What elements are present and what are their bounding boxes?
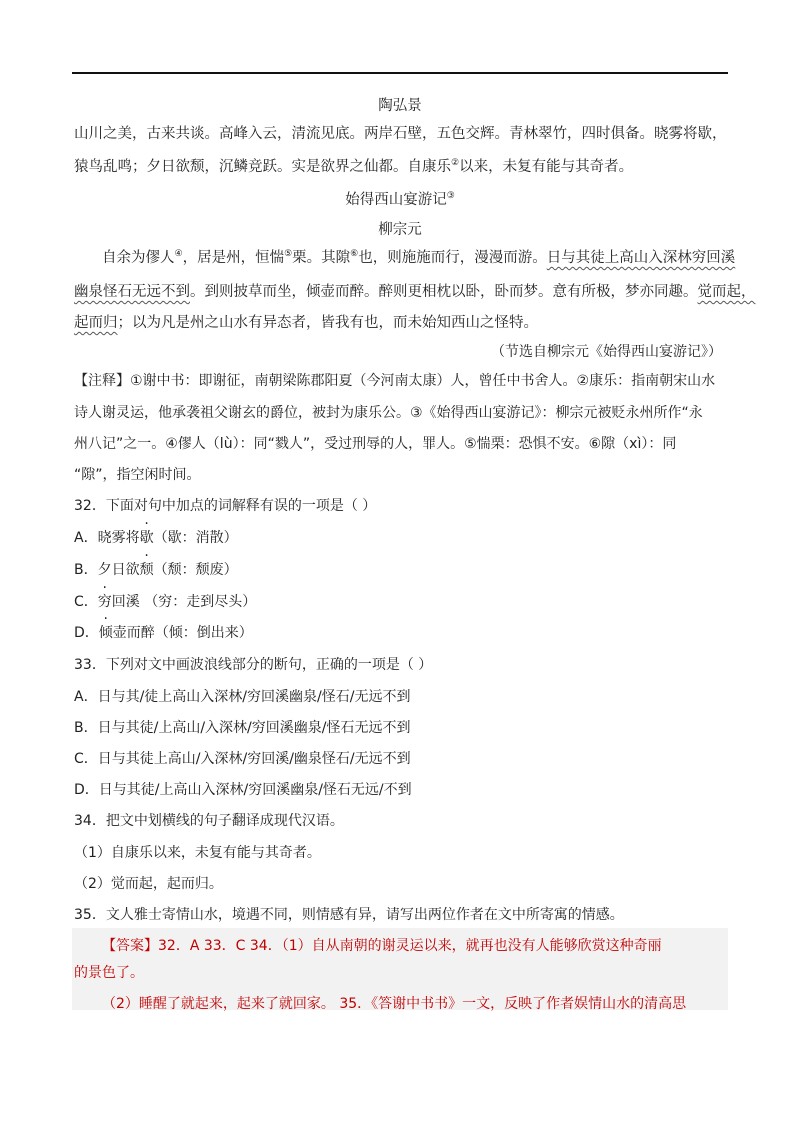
text-span: 栗。其隙 (292, 250, 351, 266)
answer-line-3: （2）睡醒了就起来，起来了就回家。 35．《答谢中书书》一文，反映了作者娱情山水的清高思 (102, 996, 687, 1012)
text-span: 壶而醉（倾：倒出来） (112, 625, 253, 641)
question-32-stem: 32．下面对句中加点的词解释有误的一项是（ ） (74, 498, 377, 514)
dotted-word: 穷 (97, 594, 112, 610)
answer-line-2: 的景色了。 (74, 965, 144, 981)
poem1-line-2-text-b: 以来，未复有能与其奇者。 (459, 159, 634, 175)
question-34-sentence-2: （2）觉而起，起而归。 (74, 876, 223, 892)
question-33-option-a: A．日与其/徒上高山入深林/穷回溪幽泉/怪石/无远不到 (74, 689, 411, 705)
question-32-option-a (74, 526, 728, 550)
question-32-option-b (74, 558, 728, 582)
notes-line-4: “隙”，指空闲时间。 (74, 467, 201, 483)
text-span: D． (74, 625, 99, 641)
question-33-option-d: D．日与其徒/上高山入深林/穷回溪幽泉/怪石无远/不到 (74, 782, 412, 798)
poem2-line-2 (74, 280, 756, 304)
text-span: ；以为凡是州之山水有异态者，皆我有也，而未始知西山之怪特。 (117, 315, 538, 331)
footnote-marker: ② (451, 158, 460, 169)
text-span: （歇：消散） (153, 530, 238, 546)
wavy-underlined-text: 日与其徒上高山入深林穷回溪 (546, 250, 736, 266)
poem2-title-text: 始得西山宴游记 (345, 192, 447, 208)
text-span: A．晓雾将 (74, 530, 140, 546)
text-span: ，居是州，恒惴 (182, 250, 285, 266)
poem1-line-2 (74, 155, 728, 179)
question-33-option-c: C．日与其徒上高山/入深林/穷回溪/幽泉怪石/无远不到 (74, 751, 411, 767)
question-32-option-d (74, 621, 728, 645)
text-span: B．夕日欲 (74, 562, 140, 578)
question-33-stem: 33．下列对文中画波浪线部分的断句，正确的一项是（ ） (74, 657, 433, 673)
notes-line-3: 州八记”之一。④僇人（lù）：同“戮人”，受过刑辱的人，罪人。⑤惴栗：恐惧不安。⑥隙（xì）：同 (74, 436, 677, 452)
wavy-underlined-text: 幽泉怪石无远不到 (74, 284, 190, 300)
poem2-author: 柳宗元 (378, 222, 422, 238)
dotted-word: 歇 (139, 530, 154, 546)
footnote-marker: ③ (446, 191, 455, 202)
question-34-sentence-1: （1）自康乐以来，未复有能与其奇者。 (74, 845, 321, 861)
question-35-stem: 35．文人雅士寄情山水，境遇不同，则情感有异，请写出两位作者在文中所寄寓的情感。 (74, 907, 624, 923)
question-33-option-b: B．日与其徒/上高山/入深林/穷回溪幽泉/怪石无远不到 (74, 720, 411, 736)
text-span: 回溪 （穷：走到尽头） (111, 594, 257, 610)
poem2-line-3 (74, 311, 728, 335)
poem1-line-1: 山川之美，古来共谈。高峰入云，清流见底。两岸石壁，五色交辉。青林翠竹，四时俱备。晓雾将歇， (74, 126, 727, 142)
header-rule (72, 72, 728, 74)
poem2-line-1 (74, 246, 756, 270)
dotted-word: 倾 (98, 625, 113, 641)
poem1-author: 陶弘景 (378, 98, 422, 114)
source-citation: （节选自柳宗元《始得西山宴游记》） (491, 344, 722, 360)
text-span: 也，则施施而行，漫漫而游。 (358, 250, 547, 266)
notes-line-1: 【注释】①谢中书：即谢征，南朝梁陈郡阳夏（今河南太康）人，曾任中书舍人。②康乐：指南朝宋山水 (74, 373, 716, 389)
footnote-marker: ④ (174, 249, 183, 260)
footnote-marker: ⑤ (284, 249, 293, 260)
text-span: 。到则披草而坐，倾壶而醉。醉则更相枕以卧，卧而梦。意有所极，梦亦同趣。 (190, 284, 698, 300)
text-span: C． (74, 594, 98, 610)
notes-line-2: 诗人谢灵运，他承袭祖父谢玄的爵位，被封为康乐公。③《始得西山宴游记》：柳宗元被贬永州所作“永 (74, 405, 703, 421)
underlined-text: 觉而起， (697, 284, 756, 300)
underlined-text: 起而归 (74, 315, 118, 331)
poem2-title (72, 188, 728, 212)
question-32-option-c (74, 590, 728, 614)
poem1-line-2-text-a: 猿鸟乱鸣；夕日欲颓，沉鳞竞跃。实是欲界之仙都。自康乐 (74, 159, 451, 175)
dotted-word: 颓 (139, 562, 154, 578)
question-34-stem: 34．把文中划横线的句子翻译成现代汉语。 (74, 813, 344, 829)
text-span: 自余为僇人 (102, 250, 175, 266)
answer-line-1: 【答案】32．A 33．C 34．（1）自从南朝的谢灵运以来，就再也没有人能够欣赏这种奇丽 (102, 938, 662, 954)
text-span: （颓：颓废） (153, 562, 238, 578)
footnote-marker: ⑥ (350, 249, 359, 260)
